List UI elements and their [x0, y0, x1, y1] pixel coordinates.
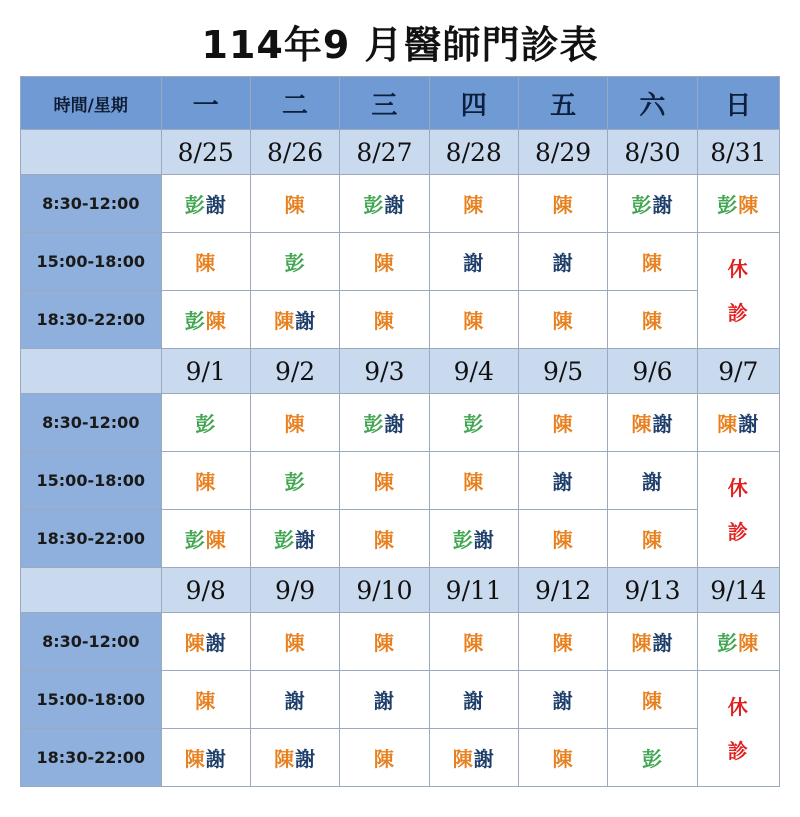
date-cell: 9/13 — [608, 568, 697, 613]
weekday-sun: 日 — [697, 77, 779, 130]
doctor-peng: 彭 — [184, 193, 206, 217]
closed-label-char: 休 — [727, 256, 749, 281]
time-slot-label: 15:00-18:00 — [21, 671, 162, 729]
date-row-blank — [21, 568, 162, 613]
doctor-chen: 陳 — [552, 309, 574, 333]
doctor-hsieh: 謝 — [473, 528, 495, 552]
doctor-chen: 陳 — [274, 309, 296, 333]
closed-label-char: 診 — [727, 519, 749, 544]
doctor-chen: 陳 — [184, 747, 206, 771]
schedule-cell — [161, 613, 250, 671]
doctor-peng: 彭 — [641, 747, 663, 771]
doctor-chen: 陳 — [373, 251, 395, 275]
date-cell: 9/4 — [429, 349, 518, 394]
page-title: 114年9 月醫師門診表 — [201, 23, 599, 67]
schedule-cell — [250, 613, 339, 671]
schedule-cell — [250, 233, 339, 291]
doctor-peng: 彭 — [717, 631, 739, 655]
date-row — [21, 349, 780, 394]
doctor-peng: 彭 — [184, 528, 206, 552]
doctor-hsieh: 謝 — [284, 689, 306, 713]
schedule-cell — [608, 394, 697, 452]
time-slot-label: 18:30-22:00 — [21, 729, 162, 787]
date-row — [21, 568, 780, 613]
doctor-chen: 陳 — [631, 631, 653, 655]
doctor-chen: 陳 — [274, 747, 296, 771]
schedule-cell — [429, 613, 518, 671]
schedule-cell — [518, 729, 607, 787]
date-cell: 8/27 — [340, 130, 429, 175]
schedule-cell — [518, 291, 607, 349]
doctor-chen: 陳 — [195, 689, 217, 713]
doctor-peng: 彭 — [284, 251, 306, 275]
time-slot-row — [21, 613, 780, 671]
schedule-cell — [518, 175, 607, 233]
date-cell: 9/12 — [518, 568, 607, 613]
schedule-cell — [161, 671, 250, 729]
closed-cell — [697, 671, 779, 787]
date-cell: 9/9 — [250, 568, 339, 613]
schedule-cell — [429, 291, 518, 349]
doctor-chen: 陳 — [373, 747, 395, 771]
doctor-hsieh: 謝 — [473, 747, 495, 771]
doctor-chen: 陳 — [641, 251, 663, 275]
time-slot-label: 15:00-18:00 — [21, 233, 162, 291]
schedule-cell — [429, 452, 518, 510]
date-cell: 9/3 — [340, 349, 429, 394]
time-slot-label: 18:30-22:00 — [21, 291, 162, 349]
date-cell: 9/8 — [161, 568, 250, 613]
time-slot-row — [21, 394, 780, 452]
doctor-hsieh: 謝 — [205, 631, 227, 655]
doctor-hsieh: 謝 — [652, 193, 674, 217]
weekday-mon: 一 — [161, 77, 250, 130]
doctor-chen: 陳 — [738, 631, 760, 655]
doctor-chen: 陳 — [373, 309, 395, 333]
weekday-fri: 五 — [518, 77, 607, 130]
schedule-cell — [161, 291, 250, 349]
doctor-hsieh: 謝 — [641, 470, 663, 494]
date-cell: 9/6 — [608, 349, 697, 394]
doctor-chen: 陳 — [552, 528, 574, 552]
schedule-cell — [161, 729, 250, 787]
schedule-cell — [250, 394, 339, 452]
schedule-cell — [518, 452, 607, 510]
schedule-cell — [608, 510, 697, 568]
doctor-chen: 陳 — [373, 631, 395, 655]
schedule-cell — [161, 175, 250, 233]
schedule-cell — [340, 175, 429, 233]
doctor-chen: 陳 — [184, 631, 206, 655]
doctor-chen: 陳 — [195, 251, 217, 275]
schedule-cell — [608, 729, 697, 787]
schedule-cell — [518, 671, 607, 729]
schedule-cell — [340, 394, 429, 452]
doctor-hsieh: 謝 — [384, 193, 406, 217]
doctor-chen: 陳 — [284, 193, 306, 217]
schedule-cell — [250, 510, 339, 568]
schedule-cell — [608, 291, 697, 349]
date-cell: 8/25 — [161, 130, 250, 175]
schedule-cell — [518, 394, 607, 452]
doctor-chen: 陳 — [373, 470, 395, 494]
doctor-hsieh: 謝 — [652, 412, 674, 436]
date-cell: 9/11 — [429, 568, 518, 613]
schedule-cell — [608, 175, 697, 233]
schedule-cell — [608, 613, 697, 671]
date-row-blank — [21, 349, 162, 394]
schedule-cell — [697, 394, 779, 452]
doctor-peng: 彭 — [363, 412, 385, 436]
date-cell: 8/31 — [697, 130, 779, 175]
corner-label: 時間/星期 — [21, 77, 162, 130]
date-cell: 9/14 — [697, 568, 779, 613]
schedule-cell — [697, 613, 779, 671]
doctor-peng: 彭 — [463, 412, 485, 436]
doctor-hsieh: 謝 — [205, 747, 227, 771]
doctor-peng: 彭 — [452, 528, 474, 552]
schedule-cell — [250, 452, 339, 510]
weekday-sat: 六 — [608, 77, 697, 130]
doctor-chen: 陳 — [463, 193, 485, 217]
doctor-peng: 彭 — [184, 309, 206, 333]
doctor-chen: 陳 — [552, 412, 574, 436]
schedule-cell — [340, 291, 429, 349]
doctor-chen: 陳 — [738, 193, 760, 217]
time-slot-label: 15:00-18:00 — [21, 452, 162, 510]
weekday-tue: 二 — [250, 77, 339, 130]
doctor-peng: 彭 — [631, 193, 653, 217]
time-slot-label: 8:30-12:00 — [21, 394, 162, 452]
date-row — [21, 130, 780, 175]
closed-label-char: 診 — [727, 738, 749, 763]
doctor-hsieh: 謝 — [552, 689, 574, 713]
doctor-chen: 陳 — [463, 470, 485, 494]
doctor-chen: 陳 — [463, 631, 485, 655]
doctor-hsieh: 謝 — [373, 689, 395, 713]
date-cell: 8/29 — [518, 130, 607, 175]
doctor-chen: 陳 — [452, 747, 474, 771]
time-slot-row — [21, 175, 780, 233]
schedule-cell — [161, 452, 250, 510]
doctor-peng: 彭 — [717, 193, 739, 217]
schedule-cell — [518, 510, 607, 568]
doctor-chen: 陳 — [631, 412, 653, 436]
schedule-cell — [608, 452, 697, 510]
date-cell: 9/7 — [697, 349, 779, 394]
time-slot-label: 8:30-12:00 — [21, 613, 162, 671]
closed-label-char: 休 — [727, 475, 749, 500]
doctor-hsieh: 謝 — [652, 631, 674, 655]
schedule-cell — [250, 175, 339, 233]
weekday-thu: 四 — [429, 77, 518, 130]
closed-label-char: 休 — [727, 694, 749, 719]
time-slot-row — [21, 729, 780, 787]
doctor-chen: 陳 — [552, 193, 574, 217]
schedule-cell — [429, 175, 518, 233]
doctor-hsieh: 謝 — [738, 412, 760, 436]
weekday-wed: 三 — [340, 77, 429, 130]
time-slot-label: 8:30-12:00 — [21, 175, 162, 233]
doctor-hsieh: 謝 — [295, 747, 317, 771]
date-cell: 9/10 — [340, 568, 429, 613]
schedule-cell — [429, 729, 518, 787]
schedule-cell — [429, 233, 518, 291]
doctor-chen: 陳 — [373, 528, 395, 552]
doctor-peng: 彭 — [363, 193, 385, 217]
date-cell: 9/2 — [250, 349, 339, 394]
doctor-hsieh: 謝 — [463, 689, 485, 713]
date-cell: 8/28 — [429, 130, 518, 175]
schedule-cell — [340, 613, 429, 671]
schedule-cell — [340, 510, 429, 568]
date-cell: 9/1 — [161, 349, 250, 394]
schedule-body — [21, 130, 780, 787]
schedule-cell — [340, 233, 429, 291]
weekday-header-row — [21, 77, 780, 130]
doctor-chen: 陳 — [284, 631, 306, 655]
schedule-cell — [250, 671, 339, 729]
schedule-cell — [250, 729, 339, 787]
doctor-chen: 陳 — [205, 309, 227, 333]
date-row-blank — [21, 130, 162, 175]
schedule-cell — [429, 394, 518, 452]
doctor-hsieh: 謝 — [552, 470, 574, 494]
schedule-cell — [161, 233, 250, 291]
schedule-cell — [608, 671, 697, 729]
time-slot-row — [21, 671, 780, 729]
doctor-peng: 彭 — [195, 412, 217, 436]
doctor-chen: 陳 — [641, 528, 663, 552]
time-slot-row — [21, 452, 780, 510]
closed-cell — [697, 452, 779, 568]
doctor-hsieh: 謝 — [295, 309, 317, 333]
doctor-hsieh: 謝 — [463, 251, 485, 275]
doctor-chen: 陳 — [641, 689, 663, 713]
date-cell: 8/26 — [250, 130, 339, 175]
date-cell: 9/5 — [518, 349, 607, 394]
doctor-hsieh: 謝 — [205, 193, 227, 217]
doctor-hsieh: 謝 — [552, 251, 574, 275]
doctor-chen: 陳 — [463, 309, 485, 333]
schedule-cell — [518, 613, 607, 671]
schedule-cell — [340, 452, 429, 510]
closed-cell — [697, 233, 779, 349]
schedule-cell — [250, 291, 339, 349]
doctor-chen: 陳 — [205, 528, 227, 552]
schedule-cell — [429, 671, 518, 729]
time-slot-row — [21, 510, 780, 568]
schedule-table — [20, 76, 780, 787]
doctor-hsieh: 謝 — [295, 528, 317, 552]
schedule-cell — [161, 394, 250, 452]
schedule-cell — [518, 233, 607, 291]
doctor-chen: 陳 — [552, 631, 574, 655]
schedule-cell — [608, 233, 697, 291]
time-slot-row — [21, 291, 780, 349]
doctor-chen: 陳 — [284, 412, 306, 436]
schedule-cell — [161, 510, 250, 568]
doctor-chen: 陳 — [195, 470, 217, 494]
doctor-chen: 陳 — [717, 412, 739, 436]
schedule-cell — [340, 729, 429, 787]
schedule-cell — [429, 510, 518, 568]
schedule-cell — [697, 175, 779, 233]
doctor-chen: 陳 — [552, 747, 574, 771]
time-slot-label: 18:30-22:00 — [21, 510, 162, 568]
doctor-chen: 陳 — [641, 309, 663, 333]
doctor-peng: 彭 — [274, 528, 296, 552]
closed-label-char: 診 — [727, 300, 749, 325]
doctor-peng: 彭 — [284, 470, 306, 494]
date-cell: 8/30 — [608, 130, 697, 175]
doctor-hsieh: 謝 — [384, 412, 406, 436]
time-slot-row — [21, 233, 780, 291]
schedule-cell — [340, 671, 429, 729]
